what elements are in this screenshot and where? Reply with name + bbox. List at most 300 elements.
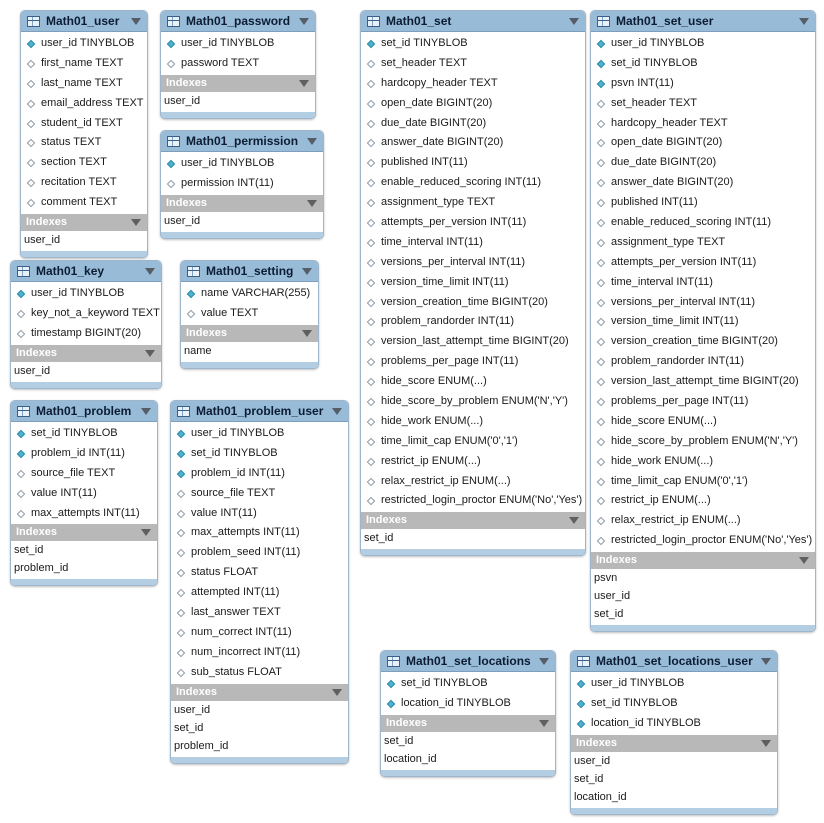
column-row[interactable]: [11, 324, 161, 344]
index-row[interactable]: name: [184, 344, 212, 357]
indexes-label: Indexes: [366, 514, 407, 527]
column-row[interactable]: [591, 372, 815, 392]
column-row[interactable]: [591, 193, 815, 213]
primary-key-icon: [597, 60, 605, 68]
column-row[interactable]: [171, 543, 348, 563]
column-icon: [367, 457, 375, 465]
collapse-triangle-icon[interactable]: [145, 268, 155, 275]
column-label: answer_date BIGINT(20): [381, 136, 504, 149]
table-title: Math01_set_locations_user: [596, 654, 753, 668]
index-row[interactable]: set_id: [14, 544, 44, 557]
column-row[interactable]: [361, 213, 585, 233]
table-header[interactable]: [181, 261, 318, 282]
column-label: psvn INT(11): [611, 76, 674, 89]
column-row[interactable]: [361, 392, 585, 412]
index-row[interactable]: location_id: [384, 752, 437, 765]
table-icon: [577, 656, 590, 667]
index-row[interactable]: set_id: [364, 532, 394, 545]
index-row[interactable]: problem_id: [14, 562, 69, 575]
column-row[interactable]: [361, 273, 585, 293]
table-math01-set-user[interactable]: [590, 10, 816, 632]
column-icon: [597, 477, 605, 485]
column-row[interactable]: [361, 352, 585, 372]
column-icon: [367, 219, 375, 227]
indexes-label: Indexes: [596, 554, 637, 567]
column-row[interactable]: [171, 444, 348, 464]
column-row[interactable]: [361, 34, 585, 54]
table-footer: [361, 549, 585, 555]
column-row[interactable]: [591, 114, 815, 134]
column-label: value INT(11): [191, 506, 257, 519]
index-row[interactable]: problem_id: [174, 739, 229, 752]
column-label: num_correct INT(11): [191, 625, 292, 638]
column-row[interactable]: [361, 293, 585, 313]
column-icon: [27, 79, 35, 87]
column-icon: [27, 99, 35, 107]
collapse-triangle-icon[interactable]: [332, 408, 342, 415]
table-math01-key[interactable]: [10, 260, 162, 389]
table-footer: [181, 362, 318, 368]
column-row[interactable]: [361, 153, 585, 173]
column-row[interactable]: [591, 153, 815, 173]
column-row[interactable]: [571, 674, 777, 694]
indexes-label: Indexes: [186, 326, 227, 339]
index-row[interactable]: user_id: [594, 590, 631, 603]
collapse-triangle-icon[interactable]: [799, 557, 809, 564]
column-row[interactable]: [21, 133, 147, 153]
column-row[interactable]: [381, 694, 555, 714]
column-row[interactable]: [591, 392, 815, 412]
column-row[interactable]: [171, 504, 348, 524]
collapse-triangle-icon[interactable]: [307, 200, 317, 207]
column-label: attempts_per_version INT(11): [381, 216, 527, 229]
column-row[interactable]: [361, 114, 585, 134]
column-label: user_id TINYBLOB: [31, 287, 125, 299]
collapse-triangle-icon[interactable]: [299, 80, 309, 87]
column-row[interactable]: [571, 694, 777, 714]
indexes-label: Indexes: [166, 196, 207, 209]
column-icon: [597, 99, 605, 107]
columns-list: [181, 282, 318, 324]
collapse-triangle-icon[interactable]: [799, 18, 809, 25]
indexes-header[interactable]: [571, 735, 777, 752]
column-row[interactable]: [11, 464, 157, 484]
column-row[interactable]: [161, 54, 315, 74]
column-row[interactable]: [11, 424, 157, 444]
column-label: due_date BIGINT(20): [611, 156, 717, 169]
index-row[interactable]: user_id: [164, 214, 201, 227]
primary-key-icon: [387, 700, 395, 708]
table-header[interactable]: [161, 131, 323, 152]
column-icon: [367, 398, 375, 406]
column-row[interactable]: [591, 233, 815, 253]
table-math01-set-locations[interactable]: [380, 650, 556, 777]
index-row[interactable]: user_id: [24, 234, 61, 247]
indexes-label: Indexes: [16, 346, 57, 359]
column-label: timestamp BIGINT(20): [31, 326, 142, 339]
index-row[interactable]: user_id: [164, 94, 201, 107]
column-icon: [597, 398, 605, 406]
column-row[interactable]: [591, 412, 815, 432]
column-label: restricted_login_proctor ENUM('No','Yes'): [381, 494, 583, 507]
table-title: Math01_key: [36, 264, 105, 278]
column-label: user_id TINYBLOB: [591, 677, 685, 689]
collapse-triangle-icon[interactable]: [761, 740, 771, 747]
collapse-triangle-icon[interactable]: [302, 268, 312, 275]
column-row[interactable]: [171, 563, 348, 583]
column-icon: [27, 159, 35, 167]
table-math01-problem-user[interactable]: [170, 400, 349, 764]
column-row[interactable]: [161, 34, 315, 54]
column-icon: [597, 378, 605, 386]
column-row[interactable]: [591, 452, 815, 472]
index-row[interactable]: location_id: [574, 790, 627, 803]
column-label: hide_score ENUM(...): [381, 375, 487, 388]
table-icon: [187, 266, 200, 277]
columns-list: [11, 282, 161, 344]
indexes-header[interactable]: [381, 715, 555, 732]
column-row[interactable]: [171, 663, 348, 683]
column-row[interactable]: [361, 412, 585, 432]
column-label: first_name TEXT: [41, 56, 124, 69]
column-label: student_id TEXT: [41, 116, 123, 129]
column-row[interactable]: [361, 54, 585, 74]
primary-key-icon: [187, 290, 195, 298]
table-math01-problem[interactable]: [10, 400, 158, 586]
column-row[interactable]: [591, 173, 815, 193]
column-row[interactable]: [591, 352, 815, 372]
column-icon: [597, 239, 605, 247]
column-row[interactable]: [171, 523, 348, 543]
column-row[interactable]: [171, 603, 348, 623]
column-row[interactable]: [361, 372, 585, 392]
index-row[interactable]: user_id: [174, 703, 211, 716]
collapse-triangle-icon[interactable]: [307, 138, 317, 145]
table-header[interactable]: [161, 11, 315, 32]
column-icon: [177, 609, 185, 617]
column-label: value TEXT: [201, 306, 259, 319]
column-row[interactable]: [361, 233, 585, 253]
primary-key-icon: [177, 450, 185, 458]
table-math01-user[interactable]: [20, 10, 148, 258]
table-icon: [27, 16, 40, 27]
column-icon: [367, 418, 375, 426]
column-icon: [597, 278, 605, 286]
column-row[interactable]: [21, 34, 147, 54]
indexes-header[interactable]: [181, 325, 318, 342]
index-row[interactable]: psvn: [594, 572, 618, 585]
column-row[interactable]: [591, 531, 815, 551]
primary-key-icon: [177, 430, 185, 438]
column-row[interactable]: [361, 472, 585, 492]
column-icon: [187, 310, 195, 318]
column-label: attempted INT(11): [191, 586, 280, 599]
column-row[interactable]: [571, 714, 777, 734]
column-label: version_creation_time BIGINT(20): [611, 335, 778, 348]
index-row[interactable]: set_id: [574, 772, 604, 785]
primary-key-icon: [27, 40, 35, 48]
table-math01-set-locations-user[interactable]: [570, 650, 778, 815]
table-math01-permission[interactable]: [160, 130, 324, 239]
collapse-triangle-icon[interactable]: [145, 350, 155, 357]
column-icon: [177, 569, 185, 577]
column-row[interactable]: [361, 452, 585, 472]
indexes-header[interactable]: [161, 75, 315, 92]
column-row[interactable]: [591, 312, 815, 332]
column-row[interactable]: [591, 54, 815, 74]
column-label: time_limit_cap ENUM('0','1'): [611, 474, 748, 487]
table-title: Math01_user: [46, 14, 120, 28]
primary-key-icon: [167, 160, 175, 168]
column-label: location_id TINYBLOB: [401, 696, 511, 709]
column-icon: [367, 378, 375, 386]
columns-list: [381, 672, 555, 714]
table-icon: [17, 266, 30, 277]
index-row[interactable]: set_id: [174, 721, 204, 734]
column-icon: [597, 298, 605, 306]
collapse-triangle-icon[interactable]: [539, 720, 549, 727]
column-row[interactable]: [161, 154, 323, 174]
column-row[interactable]: [21, 193, 147, 213]
indexes-header[interactable]: [11, 345, 161, 362]
column-label: problems_per_page INT(11): [611, 395, 749, 408]
columns-list: [11, 422, 157, 523]
column-row[interactable]: [361, 173, 585, 193]
table-header[interactable]: [571, 651, 777, 672]
column-row[interactable]: [181, 284, 318, 304]
column-label: permission INT(11): [181, 176, 274, 189]
table-math01-password[interactable]: [160, 10, 316, 119]
columns-list: [591, 32, 815, 551]
column-row[interactable]: [591, 472, 815, 492]
column-label: sub_status FLOAT: [191, 665, 282, 678]
column-row[interactable]: [11, 504, 157, 524]
column-row[interactable]: [591, 133, 815, 153]
column-row[interactable]: [361, 94, 585, 114]
column-row[interactable]: [11, 284, 161, 304]
column-label: user_id TINYBLOB: [611, 37, 705, 49]
column-row[interactable]: [171, 484, 348, 504]
column-row[interactable]: [11, 304, 161, 324]
column-label: hide_work ENUM(...): [381, 414, 484, 427]
column-row[interactable]: [591, 273, 815, 293]
table-icon: [167, 16, 180, 27]
table-title: Math01_set_user: [616, 14, 714, 28]
collapse-triangle-icon[interactable]: [131, 219, 141, 226]
column-label: max_attempts INT(11): [191, 526, 300, 539]
collapse-triangle-icon[interactable]: [569, 517, 579, 524]
column-label: attempts_per_version INT(11): [611, 255, 757, 268]
table-footer: [161, 232, 323, 238]
column-row[interactable]: [591, 293, 815, 313]
index-row[interactable]: user_id: [14, 364, 51, 377]
column-label: source_file TEXT: [191, 486, 276, 499]
column-icon: [597, 219, 605, 227]
column-row[interactable]: [591, 213, 815, 233]
collapse-triangle-icon[interactable]: [761, 658, 771, 665]
column-row[interactable]: [361, 432, 585, 452]
indexes-label: Indexes: [26, 216, 67, 229]
column-icon: [17, 310, 25, 318]
column-row[interactable]: [591, 491, 815, 511]
collapse-triangle-icon[interactable]: [299, 18, 309, 25]
column-row[interactable]: [21, 54, 147, 74]
column-row[interactable]: [591, 511, 815, 531]
column-label: time_limit_cap ENUM('0','1'): [381, 434, 518, 447]
column-row[interactable]: [171, 623, 348, 643]
indexes-header[interactable]: [161, 195, 323, 212]
column-label: num_incorrect INT(11): [191, 645, 301, 658]
column-label: version_creation_time BIGINT(20): [381, 295, 548, 308]
collapse-triangle-icon[interactable]: [141, 408, 151, 415]
column-label: password TEXT: [181, 56, 260, 69]
primary-key-icon: [17, 290, 25, 298]
table-header[interactable]: [591, 11, 815, 32]
column-label: problem_id INT(11): [191, 466, 285, 479]
column-row[interactable]: [361, 332, 585, 352]
column-row[interactable]: [21, 114, 147, 134]
column-row[interactable]: [591, 34, 815, 54]
column-icon: [177, 648, 185, 656]
column-row[interactable]: [171, 464, 348, 484]
index-row[interactable]: set_id: [384, 734, 414, 747]
indexes-header[interactable]: [591, 552, 815, 569]
column-label: problems_per_page INT(11): [381, 355, 519, 368]
column-label: source_file TEXT: [31, 466, 116, 479]
columns-list: [161, 32, 315, 74]
column-icon: [367, 79, 375, 87]
column-label: set_id TINYBLOB: [381, 37, 468, 49]
column-icon: [367, 239, 375, 247]
column-row[interactable]: [361, 491, 585, 511]
table-icon: [177, 406, 190, 417]
table-header[interactable]: [11, 261, 161, 282]
column-icon: [597, 517, 605, 525]
column-icon: [367, 99, 375, 107]
column-icon: [367, 159, 375, 167]
column-row[interactable]: [11, 444, 157, 464]
column-label: restricted_login_proctor ENUM('No','Yes'): [611, 534, 813, 547]
column-row[interactable]: [591, 332, 815, 352]
column-label: status TEXT: [41, 136, 102, 149]
column-icon: [367, 119, 375, 127]
indexes-header[interactable]: [11, 524, 157, 541]
table-title: Math01_problem_user: [196, 404, 324, 418]
column-label: hide_score_by_problem ENUM('N','Y'): [611, 434, 798, 447]
column-icon: [597, 358, 605, 366]
table-header[interactable]: [21, 11, 147, 32]
table-title: Math01_password: [186, 14, 291, 28]
column-label: hardcopy_header TEXT: [381, 76, 498, 89]
column-label: key_not_a_keyword TEXT: [31, 306, 160, 319]
column-icon: [17, 489, 25, 497]
collapse-triangle-icon[interactable]: [539, 658, 549, 665]
column-row[interactable]: [171, 424, 348, 444]
column-row[interactable]: [591, 74, 815, 94]
collapse-triangle-icon[interactable]: [569, 18, 579, 25]
column-row[interactable]: [11, 484, 157, 504]
table-footer: [171, 757, 348, 763]
table-header[interactable]: [11, 401, 157, 422]
column-row[interactable]: [161, 174, 323, 194]
column-row[interactable]: [361, 253, 585, 273]
column-icon: [367, 497, 375, 505]
column-label: name VARCHAR(255): [201, 287, 311, 299]
column-icon: [597, 258, 605, 266]
column-row[interactable]: [361, 312, 585, 332]
collapse-triangle-icon[interactable]: [141, 529, 151, 536]
column-icon: [597, 338, 605, 346]
column-row[interactable]: [171, 643, 348, 663]
column-row[interactable]: [21, 173, 147, 193]
column-row[interactable]: [21, 153, 147, 173]
columns-list: [21, 32, 147, 213]
column-label: open_date BIGINT(20): [381, 96, 493, 109]
table-math01-setting[interactable]: [180, 260, 319, 369]
column-row[interactable]: [381, 674, 555, 694]
column-label: restrict_ip ENUM(...): [611, 494, 711, 507]
table-title: Math01_problem: [36, 404, 132, 418]
table-header[interactable]: [361, 11, 585, 32]
collapse-triangle-icon[interactable]: [302, 330, 312, 337]
column-icon: [367, 139, 375, 147]
column-row[interactable]: [171, 583, 348, 603]
indexes-label: Indexes: [386, 716, 427, 729]
column-label: location_id TINYBLOB: [591, 716, 701, 729]
table-footer: [571, 808, 777, 814]
indexes-label: Indexes: [576, 736, 617, 749]
column-row[interactable]: [591, 432, 815, 452]
columns-list: [171, 422, 348, 683]
column-label: relax_restrict_ip ENUM(...): [381, 474, 511, 487]
column-icon: [367, 298, 375, 306]
column-row[interactable]: [361, 193, 585, 213]
table-header[interactable]: [381, 651, 555, 672]
column-row[interactable]: [361, 74, 585, 94]
column-label: answer_date BIGINT(20): [611, 176, 734, 189]
column-row[interactable]: [591, 253, 815, 273]
column-row[interactable]: [361, 133, 585, 153]
column-row[interactable]: [21, 94, 147, 114]
table-header[interactable]: [171, 401, 348, 422]
column-label: recitation TEXT: [41, 176, 117, 189]
primary-key-icon: [177, 469, 185, 477]
column-icon: [367, 258, 375, 266]
column-icon: [367, 438, 375, 446]
column-label: problem_randorder INT(11): [611, 355, 745, 368]
column-label: section TEXT: [41, 156, 107, 169]
collapse-triangle-icon[interactable]: [131, 18, 141, 25]
indexes-header[interactable]: [21, 214, 147, 231]
index-row[interactable]: user_id: [574, 754, 611, 767]
column-label: version_last_attempt_time BIGINT(20): [611, 375, 799, 388]
column-label: comment TEXT: [41, 196, 118, 209]
indexes-header[interactable]: [171, 684, 348, 701]
column-row[interactable]: [181, 304, 318, 324]
column-icon: [27, 119, 35, 127]
table-footer: [381, 770, 555, 776]
column-row[interactable]: [21, 74, 147, 94]
column-icon: [367, 358, 375, 366]
index-row[interactable]: set_id: [594, 608, 624, 621]
table-math01-set[interactable]: [360, 10, 586, 556]
collapse-triangle-icon[interactable]: [332, 689, 342, 696]
primary-key-icon: [17, 430, 25, 438]
column-row[interactable]: [591, 94, 815, 114]
column-label: version_last_attempt_time BIGINT(20): [381, 335, 569, 348]
column-label: hide_work ENUM(...): [611, 454, 714, 467]
indexes-header[interactable]: [361, 512, 585, 529]
